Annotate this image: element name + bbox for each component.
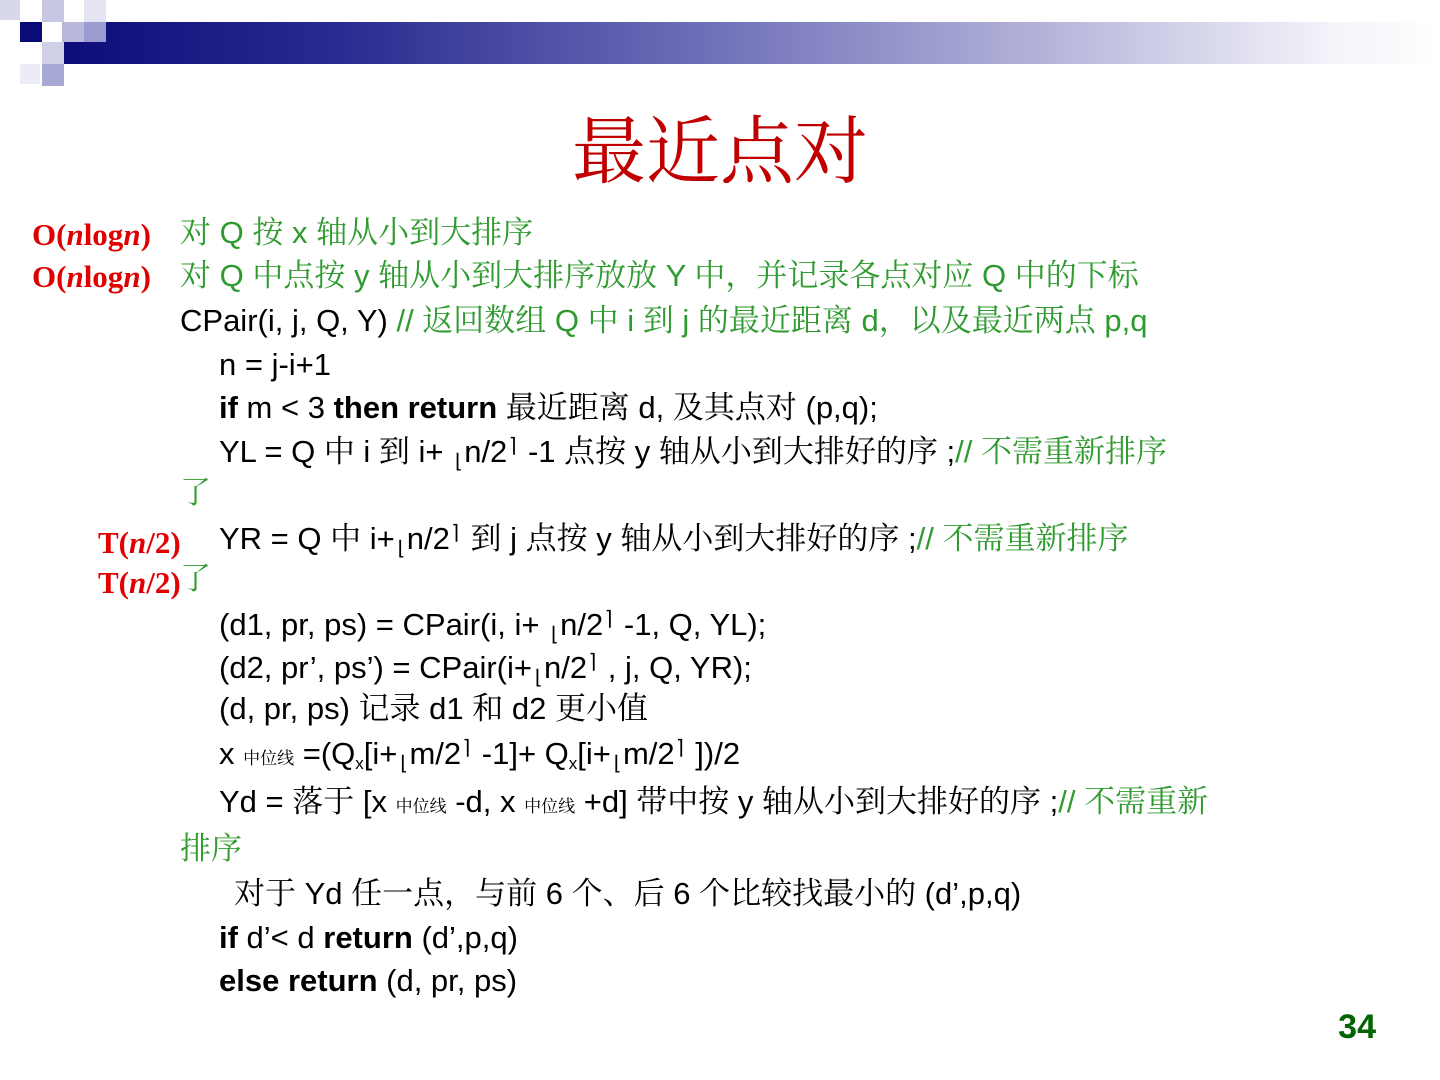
ceil-symbol: ⌉ xyxy=(674,735,687,759)
floor-symbol: ⌊ xyxy=(397,751,410,775)
code-text: =(Q xyxy=(294,736,356,771)
median-subscript: 中位线 xyxy=(395,797,447,817)
complexity-label: O(nlogn) xyxy=(32,259,151,294)
x-subscript: x xyxy=(355,754,364,773)
line-yl xyxy=(219,434,1167,472)
floor-symbol: ⌊ xyxy=(610,751,623,775)
code-text: n/2 xyxy=(544,650,588,685)
page-number: 34 xyxy=(1338,1008,1376,1046)
line-text: 对 Q 按 x 轴从小到大排序 xyxy=(180,215,534,250)
code-text: YL = Q 中 i 到 i+ xyxy=(219,434,453,469)
code-comment: 了 xyxy=(180,475,211,510)
header-band xyxy=(62,22,1440,64)
deco-square xyxy=(42,0,64,22)
code-comment: 了 xyxy=(180,561,211,596)
line-if-return xyxy=(219,921,518,955)
line-yd-wrap xyxy=(180,832,242,866)
code-text: YR = Q 中 i+ xyxy=(219,521,395,556)
x-subscript: x xyxy=(568,754,578,773)
floor-symbol: ⌊ xyxy=(394,536,407,560)
keyword-then-return: then return xyxy=(333,390,498,425)
ceil-symbol: ⌉ xyxy=(603,606,616,630)
keyword-if: if xyxy=(219,390,238,425)
code-text: m/2 xyxy=(622,736,675,771)
code-text: x xyxy=(219,736,244,771)
deco-square xyxy=(0,0,20,20)
code-text: 最近距离 d, 及其点对 (p,q); xyxy=(497,390,878,425)
deco-square xyxy=(42,42,64,64)
line-text: 对 Q 中点按 y 轴从小到大排序放放 Y 中，并记录各点对应 Q 中的下标 xyxy=(180,258,1139,293)
code-text: CPair(i, j, Q, Y) xyxy=(180,303,397,338)
complexity-left xyxy=(98,526,181,560)
code-text: (d, pr, ps) xyxy=(377,963,518,998)
line-recursive-left xyxy=(219,607,766,645)
code-text: n/2 xyxy=(560,607,604,642)
code-text: (d, pr, ps) 记录 d1 和 d2 更小值 xyxy=(219,691,648,726)
slide-title: 最近点对 xyxy=(572,109,868,195)
deco-square xyxy=(84,22,106,42)
line-yd-band xyxy=(219,785,1208,819)
code-text: n/2 xyxy=(406,521,450,556)
code-text: 到 j 点按 y 轴从小到大排好的序 ; xyxy=(461,521,917,556)
code-text: m/2 xyxy=(409,736,462,771)
code-text: n = j-i+1 xyxy=(219,347,332,382)
code-text: -1]+ Q xyxy=(473,736,569,771)
median-subscript: 中位线 xyxy=(524,797,576,817)
line-sort-y xyxy=(180,259,1139,293)
keyword-return: return xyxy=(323,920,413,955)
line-compare-neighbors xyxy=(234,877,1021,911)
floor-symbol: ⌊ xyxy=(531,665,545,689)
code-text: -d, x xyxy=(446,784,525,819)
code-comment: // 不需重新 xyxy=(1058,784,1209,819)
code-text: +d] 带中按 y 轴从小到大排好的序 ; xyxy=(575,784,1059,819)
line-n-assign xyxy=(219,348,331,382)
code-text: 对于 Yd 任一点，与前 6 个、后 6 个比较找最小的 (d’,p,q) xyxy=(234,876,1022,911)
deco-square xyxy=(42,64,64,86)
header-squares xyxy=(0,0,110,90)
keyword-else-return: else return xyxy=(219,963,378,998)
median-subscript: 中位线 xyxy=(243,749,295,769)
line-cpair-signature xyxy=(180,304,1147,338)
code-text: ])/2 xyxy=(686,736,741,771)
code-comment: // 不需重新排序 xyxy=(955,434,1167,469)
line-yl-wrap xyxy=(180,476,211,510)
complexity-label: T(n/2) xyxy=(98,525,181,560)
code-text: (d1, pr, ps) = CPair(i, i+ xyxy=(219,607,549,642)
floor-symbol: ⌊ xyxy=(452,449,465,473)
code-text: (d’,p,q) xyxy=(412,920,518,955)
code-comment: // 返回数组 Q 中 i 到 j 的最近距离 d，以及最近两点 p,q xyxy=(396,303,1148,338)
line-sort-x xyxy=(180,216,533,250)
code-text: m < 3 xyxy=(237,390,334,425)
complexity-sort-x xyxy=(32,218,151,252)
deco-square xyxy=(20,22,42,42)
code-text: n/2 xyxy=(464,434,508,469)
code-text: [i+ xyxy=(363,736,398,771)
line-else-return xyxy=(219,964,517,998)
line-recursive-right xyxy=(219,650,752,688)
code-text: , j, Q, YR); xyxy=(599,650,752,685)
floor-symbol: ⌊ xyxy=(548,622,561,646)
complexity-sort-y xyxy=(32,260,151,294)
code-text: -1 点按 y 轴从小到大排好的序 ; xyxy=(519,434,956,469)
complexity-label: O(nlogn) xyxy=(32,217,151,252)
complexity-right xyxy=(98,566,181,600)
keyword-if: if xyxy=(219,920,238,955)
complexity-label: T(n/2) xyxy=(98,565,181,600)
ceil-symbol: ⌉ xyxy=(461,735,474,759)
deco-square xyxy=(84,0,106,22)
code-comment: // 不需重新排序 xyxy=(916,521,1129,556)
line-yr-wrap xyxy=(180,562,211,596)
code-text: Yd = 落于 [x xyxy=(219,784,396,819)
line-yr xyxy=(219,521,1128,559)
code-text: d’< d xyxy=(237,920,324,955)
line-median xyxy=(219,736,740,774)
ceil-symbol: ⌉ xyxy=(507,433,520,457)
code-text: (d2, pr’, ps’) = CPair(i+ xyxy=(219,650,532,685)
code-comment: 排序 xyxy=(180,831,242,866)
line-if-base-case xyxy=(219,391,878,425)
code-text: [i+ xyxy=(577,736,611,771)
deco-square xyxy=(20,64,40,84)
code-text: -1, Q, YL); xyxy=(615,607,767,642)
ceil-symbol: ⌉ xyxy=(449,520,462,544)
ceil-symbol: ⌉ xyxy=(587,649,600,673)
line-min-distance xyxy=(219,692,648,726)
deco-square xyxy=(62,22,84,42)
